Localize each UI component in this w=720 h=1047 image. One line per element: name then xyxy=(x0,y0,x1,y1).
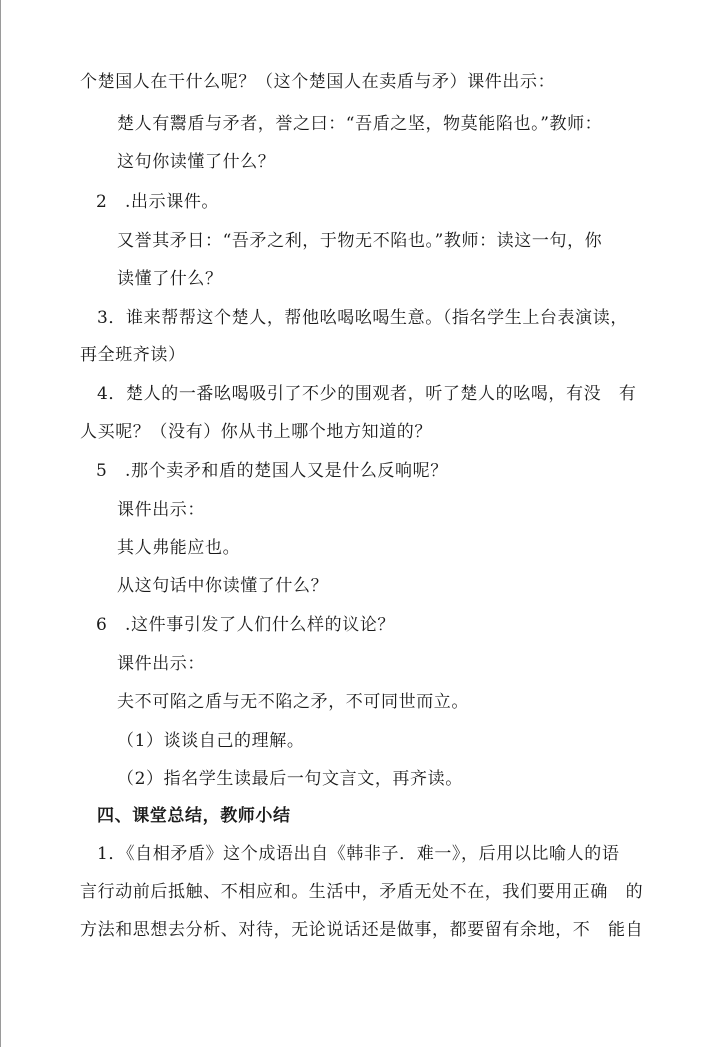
text-line: 3．谁来帮帮这个楚人，帮他吆喝吆喝生意。（指名学生上台表演读， xyxy=(97,308,628,328)
text-line: 读懂了什么？ xyxy=(117,269,223,289)
text-line: （1）谈谈自己的理解。 xyxy=(117,731,305,751)
text-line: 人买呢？（没有）你从书上哪个地方知道的？ xyxy=(80,422,432,442)
text-line: 方法和思想去分析、对待，无论说话还是做事，都要留有余地，不 能自 xyxy=(80,920,644,940)
text-line: 课件出示： xyxy=(117,500,205,520)
text-line: 2 .出示课件。 xyxy=(96,192,220,212)
text-line: 个楚国人在干什么呢？（这个楚国人在卖盾与矛）课件出示： xyxy=(80,72,556,92)
text-line: 这句你读懂了什么？ xyxy=(117,152,276,172)
text-line: 4．楚人的一番吆喝吸引了不少的围观者，听了楚人的吆喝，有没 有 xyxy=(97,384,637,404)
text-line: 言行动前后抵触、不相应和。生活中，矛盾无处不在，我们要用正确 的 xyxy=(80,882,644,902)
text-line: 1．《自相矛盾》这个成语出自《韩非子．难一》，后用以比喻人的语 xyxy=(97,844,620,864)
text-line: 6 .这件事引发了人们什么样的议论？ xyxy=(96,615,396,635)
text-line: 楚人有鬻盾与矛者，誉之曰：“吾盾之坚，物莫能陷也。”教师： xyxy=(117,114,603,134)
section-heading: 四、课堂总结，教师小结 xyxy=(97,806,291,826)
text-line: 再全班齐读） xyxy=(80,345,186,365)
text-line: 5 .那个卖矛和盾的楚国人又是什么反响呢？ xyxy=(96,461,448,481)
text-line: （2）指名学生读最后一句文言文，再齐读。 xyxy=(117,769,463,789)
text-line: 从这句话中你读懂了什么？ xyxy=(117,576,329,596)
page-border xyxy=(0,0,1,1047)
text-line: 又誉其矛日：“吾矛之利，于物无不陷也。”教师：读这一句，你 xyxy=(117,231,603,251)
text-line: 课件出示： xyxy=(117,654,205,674)
text-line: 其人弗能应也。 xyxy=(117,538,241,558)
text-line: 夫不可陷之盾与无不陷之矛，不可同世而立。 xyxy=(117,692,469,712)
